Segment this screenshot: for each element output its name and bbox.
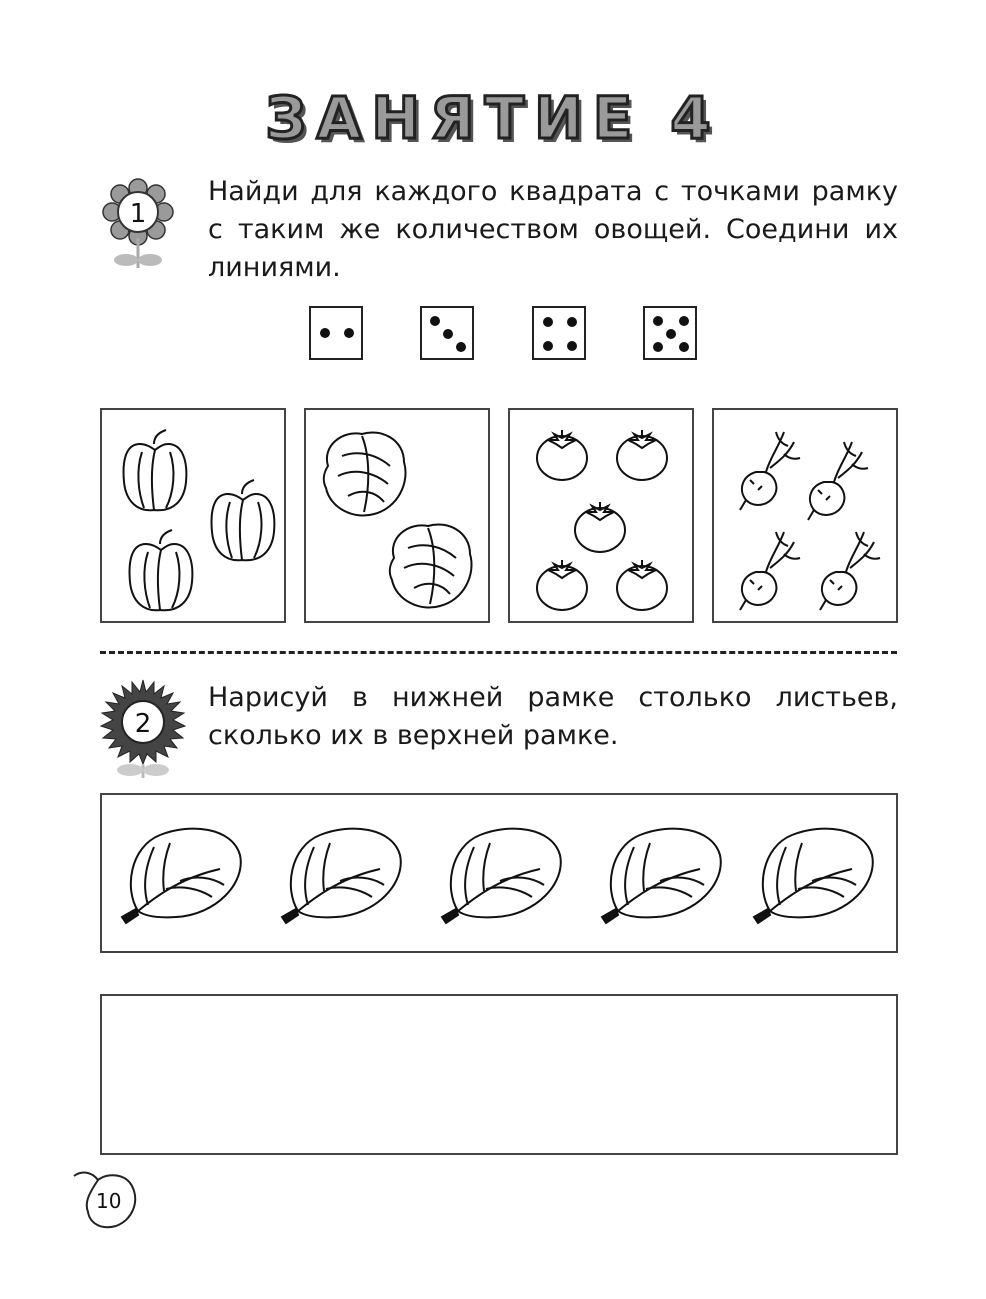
- frame-tomatoes: [508, 408, 694, 623]
- section-divider: [100, 651, 897, 654]
- page-number: 10: [96, 1189, 122, 1213]
- leaf-icon: [602, 829, 721, 923]
- task2-instruction: Нарисуй в нижней рамке столько листьев, сколько их в верхней рамке.: [208, 682, 898, 751]
- task1-number: 1: [129, 199, 147, 229]
- dot: [443, 329, 453, 339]
- tomato-icon: [617, 430, 667, 480]
- lesson-title-number: 4: [670, 84, 721, 152]
- dot: [320, 328, 330, 338]
- lesson-title: [0, 84, 986, 152]
- pepper-icon: [124, 430, 187, 510]
- frame-radishes: [712, 408, 898, 623]
- dot: [430, 316, 440, 326]
- dot: [456, 342, 466, 352]
- task2-flower-icon: [98, 678, 188, 780]
- dot: [653, 342, 663, 352]
- frame-draw-area[interactable]: [100, 994, 898, 1155]
- frame-leaves-sample: [100, 793, 898, 953]
- dot: [543, 317, 553, 327]
- dice-2: [309, 306, 363, 360]
- dice-5: [643, 306, 697, 360]
- tomato-icon: [537, 560, 587, 610]
- leaf-icon: [754, 829, 873, 923]
- radish-icon: [808, 442, 868, 520]
- lesson-title-word: ЗАНЯТИЕ: [265, 84, 643, 152]
- dot: [679, 342, 689, 352]
- dot: [679, 316, 689, 326]
- cabbage-icon: [390, 524, 472, 607]
- dot: [666, 329, 676, 339]
- pepper-icon: [130, 530, 193, 610]
- dot: [344, 328, 354, 338]
- radish-icon: [740, 532, 800, 610]
- radish-icon: [740, 432, 800, 510]
- frame-peppers: [100, 408, 286, 623]
- dot: [653, 316, 663, 326]
- task2-number: 2: [134, 709, 152, 739]
- frame-cabbages: [304, 408, 490, 623]
- radish-icon: [820, 532, 880, 610]
- dice-3: [420, 306, 474, 360]
- leaf-icon: [282, 829, 401, 923]
- cabbage-icon: [324, 432, 406, 515]
- task1-flower-icon: [98, 176, 178, 272]
- tomato-icon: [617, 560, 667, 610]
- leaf-icon: [442, 829, 561, 923]
- tomato-icon: [575, 502, 625, 552]
- tomato-icon: [537, 430, 587, 480]
- dot: [567, 341, 577, 351]
- leaf-icon: [122, 829, 241, 923]
- task1-instruction: Найди для каждого квадрата с точками рамку с таким же количеством овощей. Соедини их линиями.: [208, 176, 898, 283]
- dice-4: [532, 306, 586, 360]
- dot: [543, 341, 553, 351]
- dot: [567, 317, 577, 327]
- pepper-icon: [212, 480, 275, 560]
